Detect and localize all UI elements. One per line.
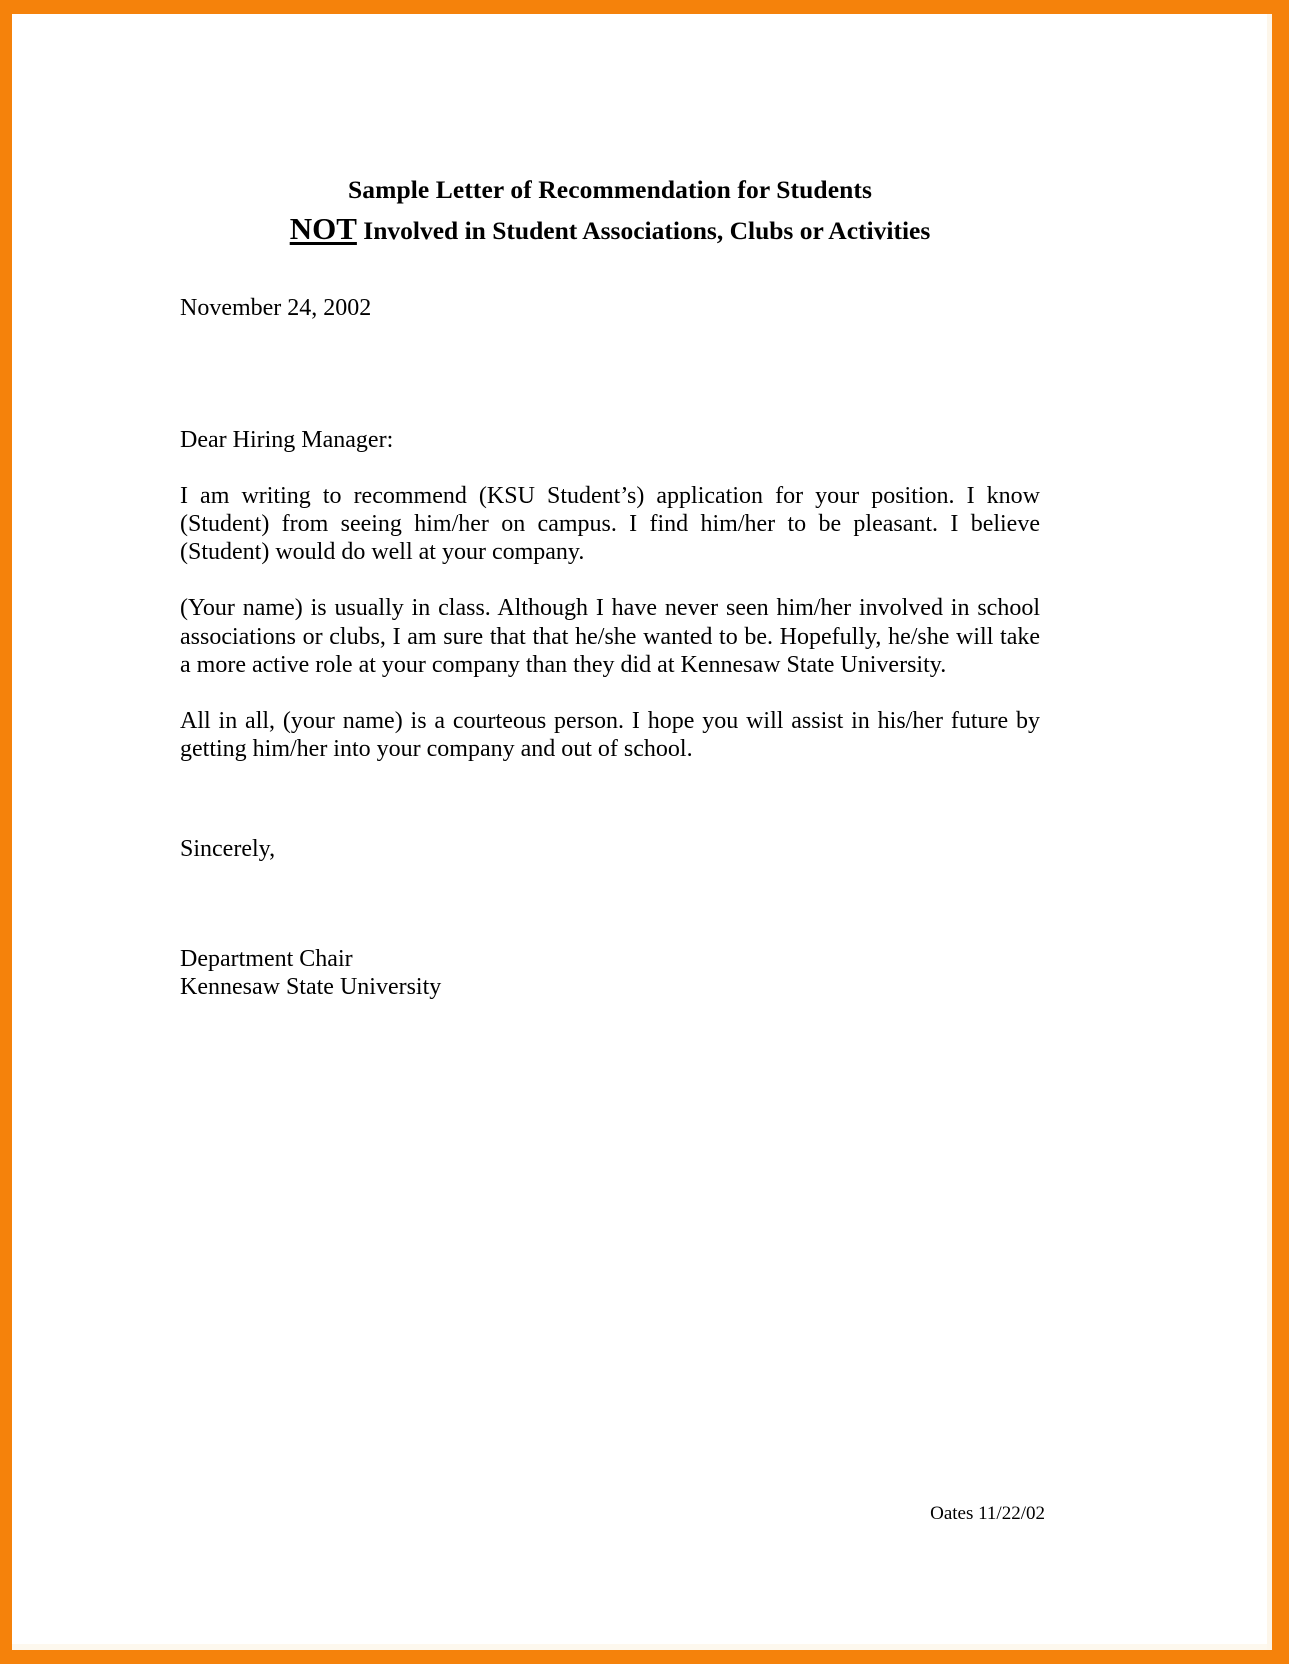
signature-organization: Kennesaw State University xyxy=(180,973,442,1000)
letter-footer-stamp: Oates 11/22/02 xyxy=(930,1503,1045,1525)
heading-line-secondary xyxy=(180,210,1040,248)
orange-border-right xyxy=(1272,0,1289,1664)
orange-border-left xyxy=(0,0,12,1664)
heading-line-primary: Sample Letter of Recommendation for Students xyxy=(347,175,873,204)
letter-content xyxy=(180,174,1040,1001)
heading-emphasis-not: NOT xyxy=(289,210,357,246)
letter-signature-block xyxy=(180,945,1040,1001)
letter-closing: Sincerely, xyxy=(180,835,276,862)
signature-title: Department Chair xyxy=(180,945,353,972)
letter-paragraph-1: I am writing to recommend (KSU Student’s) application for your position. I know (Student) from seeing him/her on campus. I find him/her to be pleasant. I believe (Student) would do well at your company. xyxy=(180,483,1040,566)
heading-line-secondary-text: Involved in Student Associations, Clubs or Activities xyxy=(356,215,931,245)
letter-sheet xyxy=(12,14,1267,1644)
letter-paragraph-3: All in all, (your name) is a courteous person. I hope you will assist in his/her future by getting him/her into your company and out of school. xyxy=(180,707,1040,762)
letter-date: November 24, 2002 xyxy=(180,295,372,322)
orange-border-top xyxy=(0,0,1289,14)
orange-border-bottom xyxy=(0,1650,1289,1664)
letter-salutation: Dear Hiring Manager: xyxy=(180,427,394,454)
letter-heading xyxy=(180,174,1040,248)
letter-paragraph-2: (Your name) is usually in class. Although I have never seen him/her involved in school associations or clubs, I am sure that that he/she wanted to be. Hopefully, he/she will take a more active role at your company than they did at Kennesaw State University. xyxy=(180,595,1040,678)
